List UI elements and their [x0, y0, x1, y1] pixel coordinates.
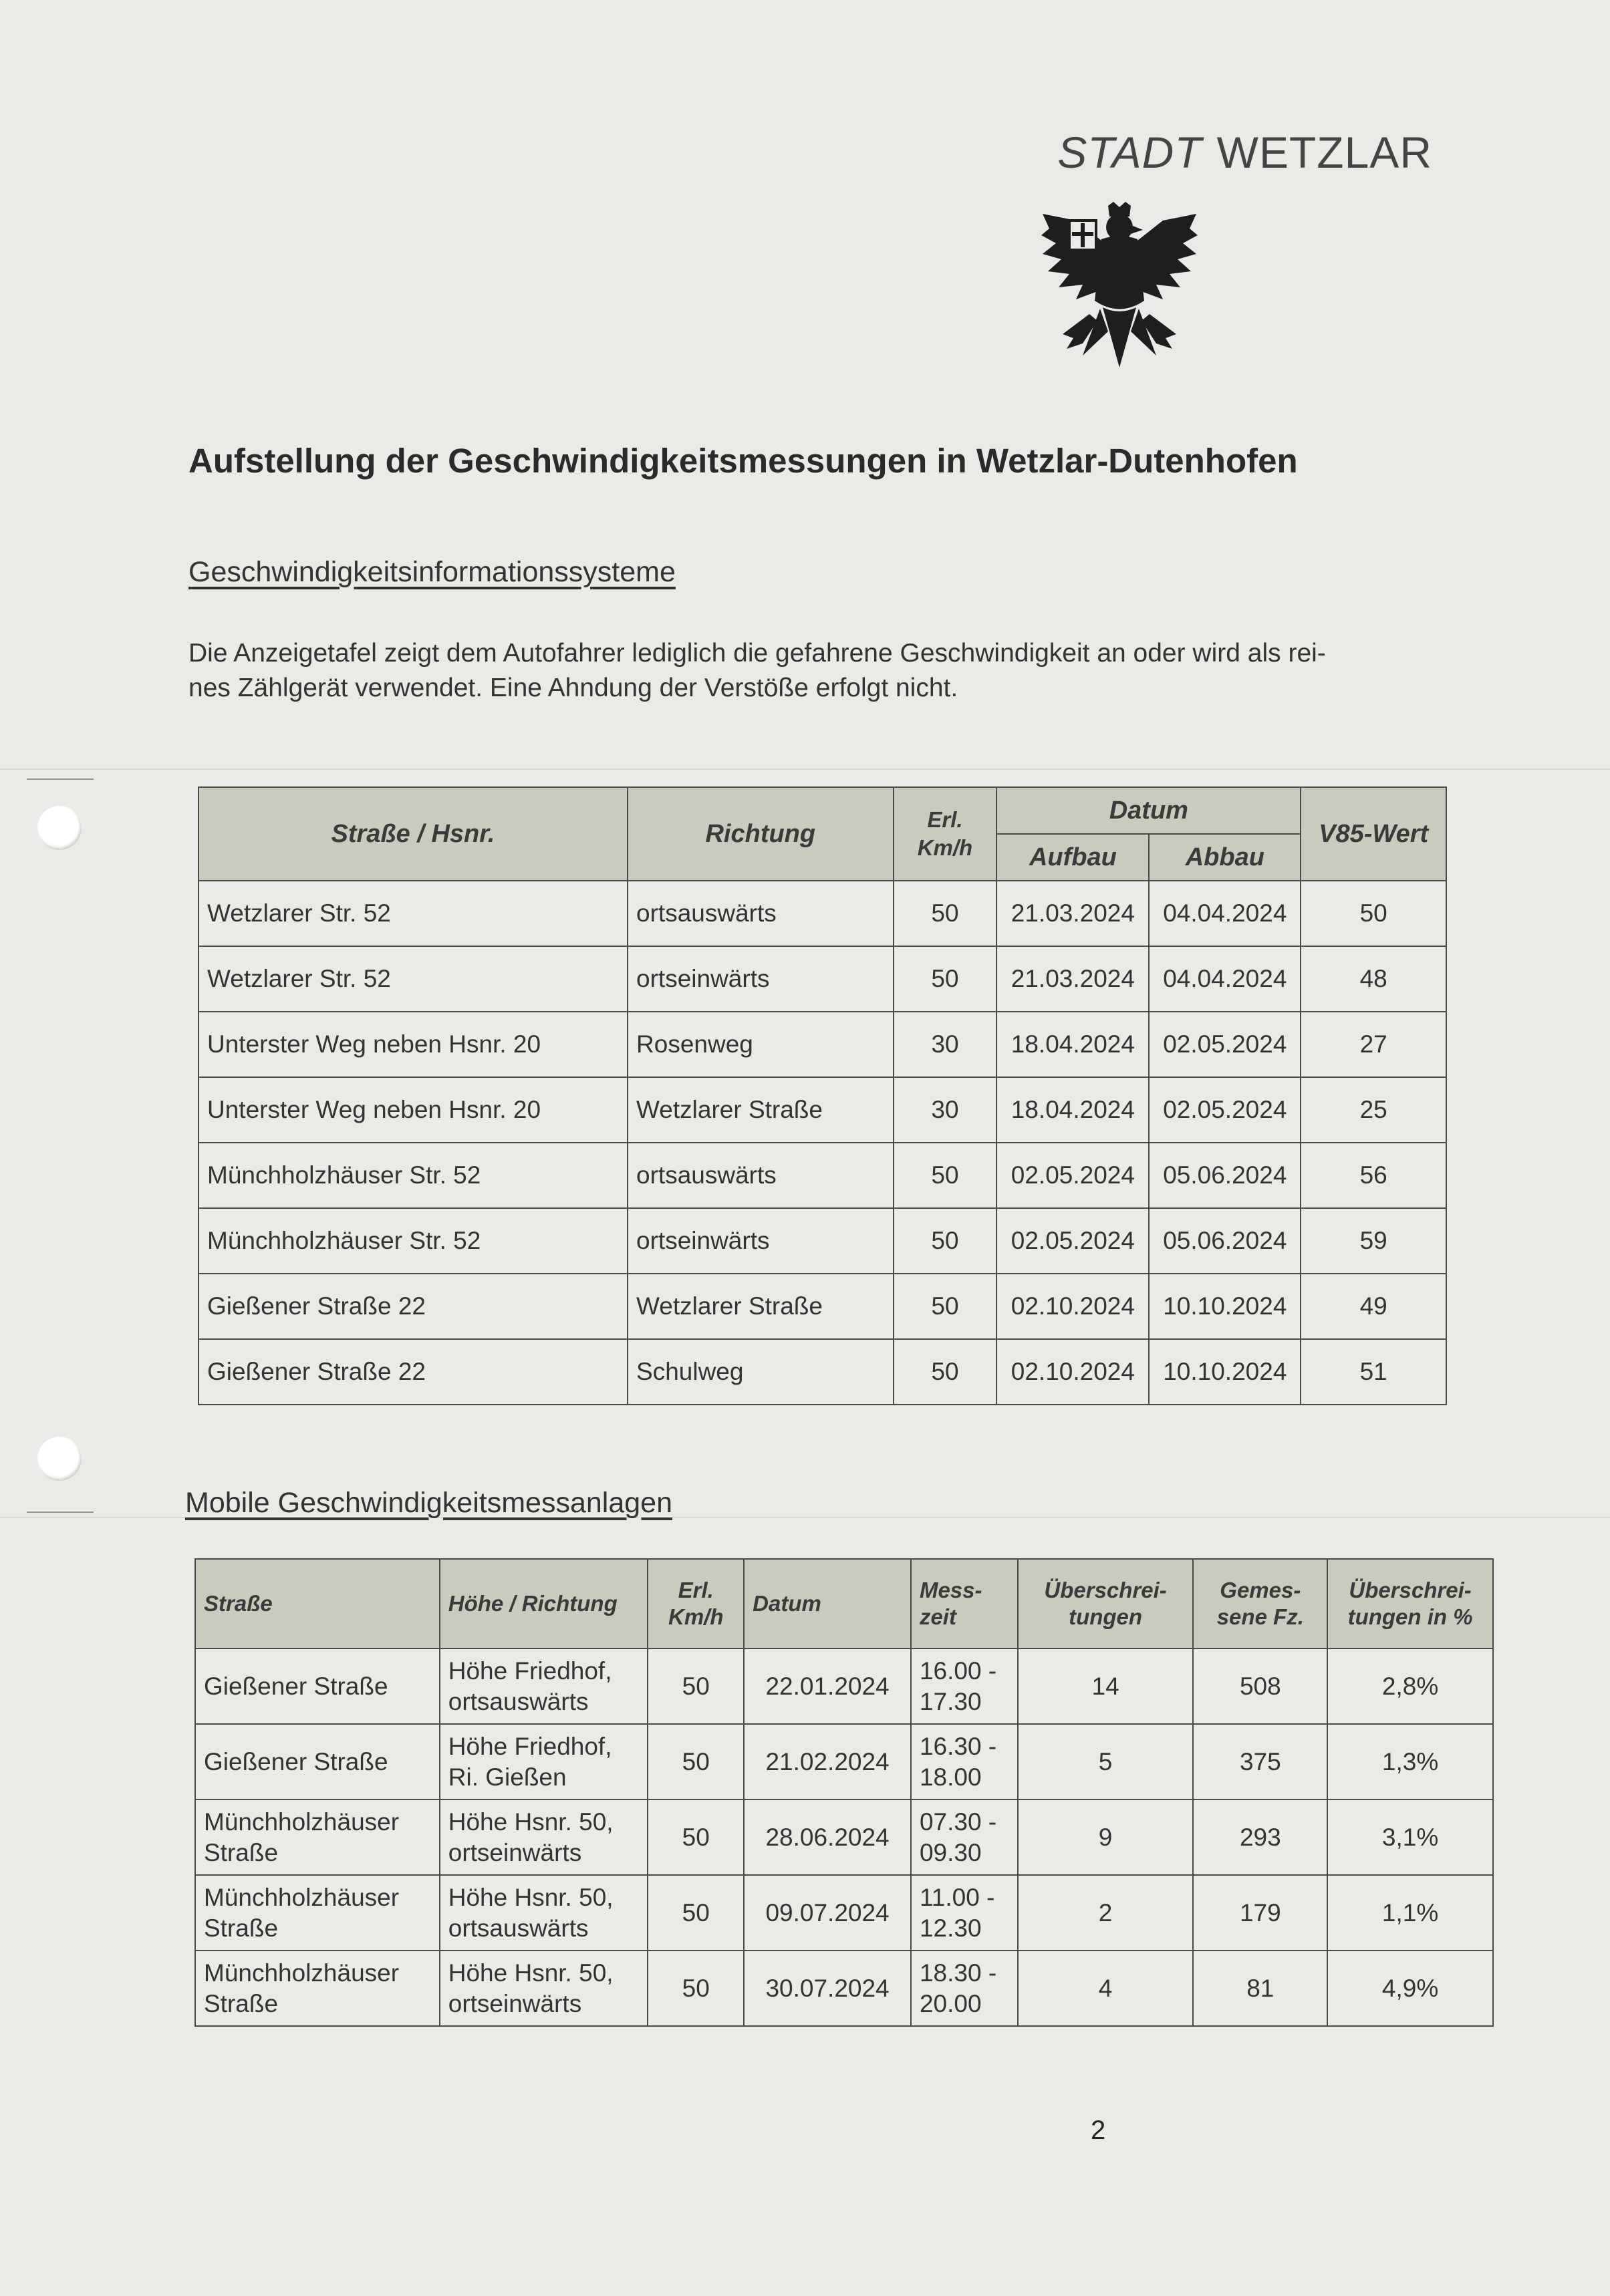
cell-strasse: Unterster Weg neben Hsnr. 20: [198, 1077, 628, 1143]
cell-line: 50: [682, 1898, 710, 1926]
cell-richtung: Wetzlarer Straße: [628, 1274, 894, 1339]
cell-v85: 27: [1301, 1012, 1446, 1077]
cell-line: Höhe Friedhof,: [448, 1657, 612, 1685]
cell-gemessene-fz: [1193, 1724, 1327, 1800]
col-header-ueberschreitungen: [1018, 1559, 1194, 1648]
header-line: tungen: [1069, 1604, 1143, 1629]
cell-ueberschreitungen-pct: [1327, 1875, 1493, 1951]
cell-line: 4: [1098, 1974, 1113, 2002]
cell-line: Höhe Hsnr. 50,: [448, 1959, 614, 1987]
cell-gemessene-fz: [1193, 1875, 1327, 1951]
cell-v85: 25: [1301, 1077, 1446, 1143]
cell-strasse: Wetzlarer Str. 52: [198, 946, 628, 1012]
col-header-datum: [744, 1559, 911, 1648]
cell-line: 50: [682, 1974, 710, 2002]
section-heading-mobile: Mobile Geschwindigkeitsmessanlagen: [185, 1487, 672, 1519]
cell-ueberschreitungen: [1018, 1951, 1194, 2026]
col-header-v85: V85-Wert: [1301, 787, 1446, 881]
cell-line: ortseinwärts: [448, 1838, 582, 1866]
table-row: [198, 1012, 1446, 1077]
table-row: [198, 1339, 1446, 1405]
cell-richtung: ortseinwärts: [628, 946, 894, 1012]
cell-ueberschreitungen: [1018, 1724, 1194, 1800]
intro-paragraph: [188, 636, 1472, 706]
cell-gemessene-fz: [1193, 1951, 1327, 2026]
col-header-aufbau: Aufbau: [996, 834, 1149, 881]
col-header-messzeit: [911, 1559, 1018, 1648]
cell-richtung: ortsauswärts: [628, 881, 894, 946]
eagle-crest-icon: [1036, 200, 1203, 368]
cell-v85: 59: [1301, 1208, 1446, 1274]
cell-line: 1,1%: [1381, 1898, 1439, 1926]
header-line: Überschrei-: [1349, 1578, 1472, 1602]
header-line: Gemes-: [1220, 1578, 1301, 1602]
col-header-abbau: Abbau: [1149, 834, 1301, 881]
punch-hole: [37, 806, 82, 850]
cell-v85: 56: [1301, 1143, 1446, 1208]
cell-aufbau: 21.03.2024: [996, 881, 1149, 946]
cell-line: 50: [682, 1823, 710, 1851]
cell-line: Gießener Straße: [204, 1747, 388, 1775]
cell-line: 09.07.2024: [765, 1898, 890, 1926]
table-row: [198, 881, 1446, 946]
cell-datum: [744, 1724, 911, 1800]
col-header-gemessene-fz: [1193, 1559, 1327, 1648]
col-header-ueberschreitungen-pct: [1327, 1559, 1493, 1648]
cell-messzeit: [911, 1951, 1018, 2026]
cell-line: Gießener Straße: [204, 1672, 388, 1700]
cell-erl: [648, 1951, 744, 2026]
cell-line: Ri. Gießen: [448, 1763, 567, 1791]
cell-line: 5: [1098, 1747, 1113, 1775]
cell-erl: 50: [894, 881, 997, 946]
header-line: zeit: [919, 1604, 956, 1629]
table-row: [198, 946, 1446, 1012]
cell-aufbau: 18.04.2024: [996, 1012, 1149, 1077]
cell-richtung: ortsauswärts: [628, 1143, 894, 1208]
cell-line: Straße: [204, 1989, 279, 2017]
page-number: 2: [1091, 2116, 1106, 2145]
gis-table: [198, 786, 1447, 1405]
cell-line: 81: [1246, 1974, 1274, 2002]
cell-line: 508: [1239, 1672, 1281, 1700]
cell-line: 2,8%: [1381, 1672, 1439, 1700]
cell-erl: 50: [894, 946, 997, 1012]
cell-erl: [648, 1648, 744, 1724]
cell-v85: 48: [1301, 946, 1446, 1012]
cell-aufbau: 02.10.2024: [996, 1339, 1149, 1405]
header-line: Höhe / Richtung: [448, 1591, 618, 1616]
paper-fold: [0, 768, 1610, 770]
cell-datum: [744, 1648, 911, 1724]
table-row: [195, 1951, 1493, 2026]
table-row: [195, 1875, 1493, 1951]
cell-line: 22.01.2024: [765, 1672, 890, 1700]
cell-ueberschreitungen-pct: [1327, 1648, 1493, 1724]
header-line: Überschrei-: [1044, 1578, 1167, 1602]
cell-aufbau: 21.03.2024: [996, 946, 1149, 1012]
cell-gemessene-fz: [1193, 1800, 1327, 1875]
cell-richtung: Schulweg: [628, 1339, 894, 1405]
cell-line: 16.30 -: [919, 1732, 997, 1760]
punch-hole: [37, 1437, 82, 1481]
header-line: Straße: [204, 1591, 273, 1616]
cell-strasse: Gießener Straße 22: [198, 1339, 628, 1405]
cell-ueberschreitungen: [1018, 1648, 1194, 1724]
cell-line: Höhe Hsnr. 50,: [448, 1808, 614, 1836]
cell-erl: 50: [894, 1274, 997, 1339]
cell-line: 11.00 -: [919, 1883, 995, 1911]
cell-line: 9: [1098, 1823, 1113, 1851]
table-row: [195, 1648, 1493, 1724]
cell-line: 4,9%: [1381, 1974, 1439, 2002]
cell-aufbau: 02.10.2024: [996, 1274, 1149, 1339]
cell-datum: [744, 1951, 911, 2026]
cell-v85: 49: [1301, 1274, 1446, 1339]
punch-mark: [27, 778, 94, 780]
cell-strasse: [195, 1800, 440, 1875]
cell-line: 07.30 -: [919, 1808, 997, 1836]
cell-line: 1,3%: [1381, 1747, 1439, 1775]
cell-line: 20.00: [919, 1989, 982, 2017]
cell-ueberschreitungen: [1018, 1800, 1194, 1875]
header-line: Mess-: [919, 1578, 982, 1602]
cell-erl: 50: [894, 1339, 997, 1405]
cell-aufbau: 18.04.2024: [996, 1077, 1149, 1143]
cell-messzeit: [911, 1875, 1018, 1951]
cell-strasse: Unterster Weg neben Hsnr. 20: [198, 1012, 628, 1077]
cell-line: 18.00: [919, 1763, 982, 1791]
cell-messzeit: [911, 1648, 1018, 1724]
cell-line: Münchholzhäuser: [204, 1959, 400, 1987]
cell-line: 21.02.2024: [765, 1747, 890, 1775]
cell-ueberschreitungen-pct: [1327, 1800, 1493, 1875]
cell-hoehe-richtung: [440, 1648, 648, 1724]
cell-strasse: Wetzlarer Str. 52: [198, 881, 628, 946]
paragraph-line: Die Anzeigetafel zeigt dem Autofahrer lediglich die gefahrene Geschwindigkeit an oder wird als rei-: [188, 639, 1326, 668]
header-line: Km/h: [668, 1604, 724, 1629]
cell-v85: 51: [1301, 1339, 1446, 1405]
cell-aufbau: 02.05.2024: [996, 1143, 1149, 1208]
cell-line: Straße: [204, 1838, 279, 1866]
cell-v85: 50: [1301, 881, 1446, 946]
mobile-table-body: [195, 1648, 1493, 2026]
cell-erl: 30: [894, 1012, 997, 1077]
cell-messzeit: [911, 1724, 1018, 1800]
cell-abbau: 05.06.2024: [1149, 1143, 1301, 1208]
cell-abbau: 04.04.2024: [1149, 881, 1301, 946]
cell-erl: 50: [894, 1143, 997, 1208]
cell-abbau: 05.06.2024: [1149, 1208, 1301, 1274]
cell-line: 16.00 -: [919, 1657, 997, 1685]
cell-strasse: Münchholzhäuser Str. 52: [198, 1143, 628, 1208]
mobile-table: [194, 1558, 1494, 2027]
cell-line: ortsauswärts: [448, 1914, 589, 1942]
cell-line: Höhe Hsnr. 50,: [448, 1883, 614, 1911]
cell-ueberschreitungen: [1018, 1875, 1194, 1951]
cell-ueberschreitungen-pct: [1327, 1724, 1493, 1800]
col-header-datum: Datum: [996, 787, 1301, 834]
cell-richtung: Wetzlarer Straße: [628, 1077, 894, 1143]
cell-abbau: 04.04.2024: [1149, 946, 1301, 1012]
header-line: Erl.: [678, 1578, 714, 1602]
cell-line: Münchholzhäuser: [204, 1808, 400, 1836]
cell-line: 375: [1239, 1747, 1281, 1775]
col-header-strasse: Straße / Hsnr.: [198, 787, 628, 881]
table-row: [198, 1143, 1446, 1208]
cell-line: Straße: [204, 1914, 279, 1942]
cell-hoehe-richtung: [440, 1951, 648, 2026]
table-row: [195, 1724, 1493, 1800]
cell-datum: [744, 1800, 911, 1875]
letterhead: [1057, 127, 1432, 178]
cell-erl: [648, 1800, 744, 1875]
cell-erl: [648, 1724, 744, 1800]
cell-richtung: ortseinwärts: [628, 1208, 894, 1274]
col-header-strasse: [195, 1559, 440, 1648]
cell-strasse: Gießener Straße 22: [198, 1274, 628, 1339]
col-header-erl: [648, 1559, 744, 1648]
cell-line: 2: [1098, 1898, 1113, 1926]
col-header-erl: [894, 787, 997, 881]
cell-line: 50: [682, 1672, 710, 1700]
cell-gemessene-fz: [1193, 1648, 1327, 1724]
cell-erl: 50: [894, 1208, 997, 1274]
cell-aufbau: 02.05.2024: [996, 1208, 1149, 1274]
cell-messzeit: [911, 1800, 1018, 1875]
header-line: sene Fz.: [1216, 1604, 1304, 1629]
gis-table-body: [198, 881, 1446, 1405]
cell-line: 293: [1239, 1823, 1281, 1851]
cell-strasse: [195, 1724, 440, 1800]
cell-abbau: 02.05.2024: [1149, 1077, 1301, 1143]
cell-line: 17.30: [919, 1687, 982, 1715]
cell-strasse: [195, 1648, 440, 1724]
cell-line: 12.30: [919, 1914, 982, 1942]
col-header-erl-line: Erl.: [927, 807, 963, 832]
cell-hoehe-richtung: [440, 1875, 648, 1951]
table-row: [198, 1274, 1446, 1339]
document-title: Aufstellung der Geschwindigkeitsmessungen in Wetzlar-Dutenhofen: [188, 442, 1298, 480]
cell-abbau: 02.05.2024: [1149, 1012, 1301, 1077]
cell-line: 28.06.2024: [765, 1823, 890, 1851]
cell-line: 09.30: [919, 1838, 982, 1866]
table-row: [198, 1077, 1446, 1143]
cell-abbau: 10.10.2024: [1149, 1274, 1301, 1339]
paragraph-line: nes Zählgerät verwendet. Eine Ahndung der Verstöße erfolgt nicht.: [188, 674, 958, 702]
cell-line: 3,1%: [1381, 1823, 1439, 1851]
table-row: [195, 1800, 1493, 1875]
cell-line: 14: [1091, 1672, 1119, 1700]
cell-line: 179: [1239, 1898, 1281, 1926]
table-row: [198, 1208, 1446, 1274]
header-line: Datum: [753, 1591, 821, 1616]
cell-hoehe-richtung: [440, 1724, 648, 1800]
cell-line: Münchholzhäuser: [204, 1883, 400, 1911]
cell-abbau: 10.10.2024: [1149, 1339, 1301, 1405]
col-header-erl-line: Km/h: [917, 835, 973, 860]
cell-ueberschreitungen-pct: [1327, 1951, 1493, 2026]
cell-hoehe-richtung: [440, 1800, 648, 1875]
cell-line: 30.07.2024: [765, 1974, 890, 2002]
cell-erl: [648, 1875, 744, 1951]
cell-erl: 30: [894, 1077, 997, 1143]
cell-strasse: [195, 1875, 440, 1951]
cell-datum: [744, 1875, 911, 1951]
cell-line: 50: [682, 1747, 710, 1775]
section-heading-gis: Geschwindigkeitsinformationssysteme: [188, 556, 676, 588]
col-header-richtung: Richtung: [628, 787, 894, 881]
cell-line: ortseinwärts: [448, 1989, 582, 2017]
punch-mark: [27, 1512, 94, 1513]
letterhead-stadt: STADT: [1057, 128, 1202, 177]
cell-line: Höhe Friedhof,: [448, 1732, 612, 1760]
letterhead-wetzlar: WETZLAR: [1216, 128, 1432, 177]
cell-line: 18.30 -: [919, 1959, 997, 1987]
cell-strasse: [195, 1951, 440, 2026]
col-header-hoehe-richtung: [440, 1559, 648, 1648]
cell-richtung: Rosenweg: [628, 1012, 894, 1077]
cell-line: ortsauswärts: [448, 1687, 589, 1715]
cell-strasse: Münchholzhäuser Str. 52: [198, 1208, 628, 1274]
header-line: tungen in %: [1347, 1604, 1473, 1629]
